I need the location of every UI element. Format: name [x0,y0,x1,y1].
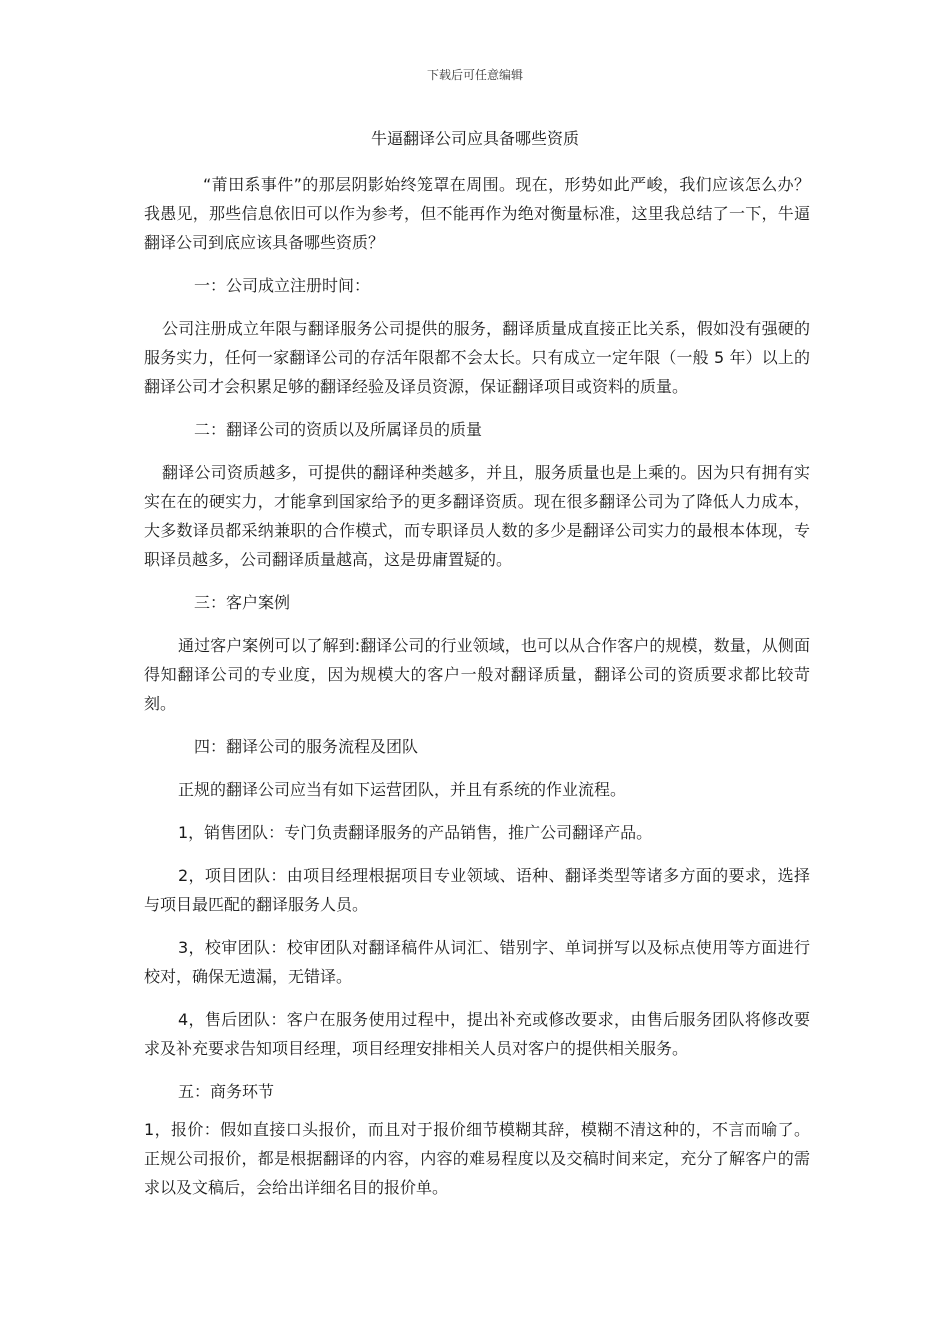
paragraph-qualification: 翻译公司资质越多，可提供的翻译种类越多，并且，服务质量也是上乘的。因为只有拥有实实在在的硬实力，才能拿到国家给予的更多翻译资质。现在很多翻译公司为了降低人力成本，大多数译员都采纳兼职的合作模式，而专职译员人数的多少是翻译公司实力的最根本体现，专职译员越多，公司翻译质量越高，这是毋庸置疑的。 [144,463,810,569]
paragraph-registration: 公司注册成立年限与翻译服务公司提供的服务，翻译质量成直接正比关系，假如没有强硬的服务实力，任何一家翻译公司的存活年限都不会太长。只有成立一定年限（一般 5 年）以上的翻译公司才会积累足够的翻译经验及译员资源，保证翻译项目或资料的质量。 [144,319,810,396]
section-heading-3: 三：客户案例 [194,593,291,612]
paragraph-cases: 通过客户案例可以了解到:翻译公司的行业领域，也可以从合作客户的规模，数量，从侧面得知翻译公司的专业度，因为规模大的客户一般对翻译质量，翻译公司的资质要求都比较苛刻。 [144,636,810,713]
paragraph-quotation: 1，报价：假如直接口头报价，而且对于报价细节模糊其辞，模糊不清这种的，不言而喻了。正规公司报价，都是根据翻译的内容，内容的难易程度以及交稿时间来定，充分了解客户的需求以及文稿后，会给出详细名目的报价单。 [144,1120,810,1197]
list-item-aftersales-team: 4，售后团队：客户在服务使用过程中，提出补充或修改要求，由售后服务团队将修改要求及补充要求告知项目经理，项目经理安排相关人员对客户的提供相关服务。 [144,1010,810,1058]
list-item-sales-team: 1，销售团队：专门负责翻译服务的产品销售，推广公司翻译产品。 [178,823,653,842]
section-heading-5: 五：商务环节 [178,1082,275,1101]
list-item-review-team: 3，校审团队：校审团队对翻译稿件从词汇、错别字、单词拼写以及标点使用等方面进行校对，确保无遗漏，无错译。 [144,938,810,986]
document-body [144,170,810,1216]
paragraph-intro: “莆田系事件”的那层阴影始终笼罩在周围。现在，形势如此严峻，我们应该怎么办？我愚见，那些信息依旧可以作为参考，但不能再作为绝对衡量标准，这里我总结了一下，牛逼翻译公司到底应该具备哪些资质？ [144,175,810,252]
document-title: 牛逼翻译公司应具备哪些资质 [370,129,579,148]
section-heading-4: 四：翻译公司的服务流程及团队 [194,737,419,756]
page-header-note: 下载后可任意编辑 [426,68,523,82]
list-item-project-team: 2，项目团队：由项目经理根据项目专业领域、语种、翻译类型等诸多方面的要求，选择与项目最匹配的翻译服务人员。 [144,866,810,914]
section-heading-2: 二：翻译公司的资质以及所属译员的质量 [194,420,483,439]
section-heading-1: 一：公司成立注册时间： [194,276,371,295]
paragraph-team-intro: 正规的翻译公司应当有如下运营团队，并且有系统的作业流程。 [178,780,627,799]
